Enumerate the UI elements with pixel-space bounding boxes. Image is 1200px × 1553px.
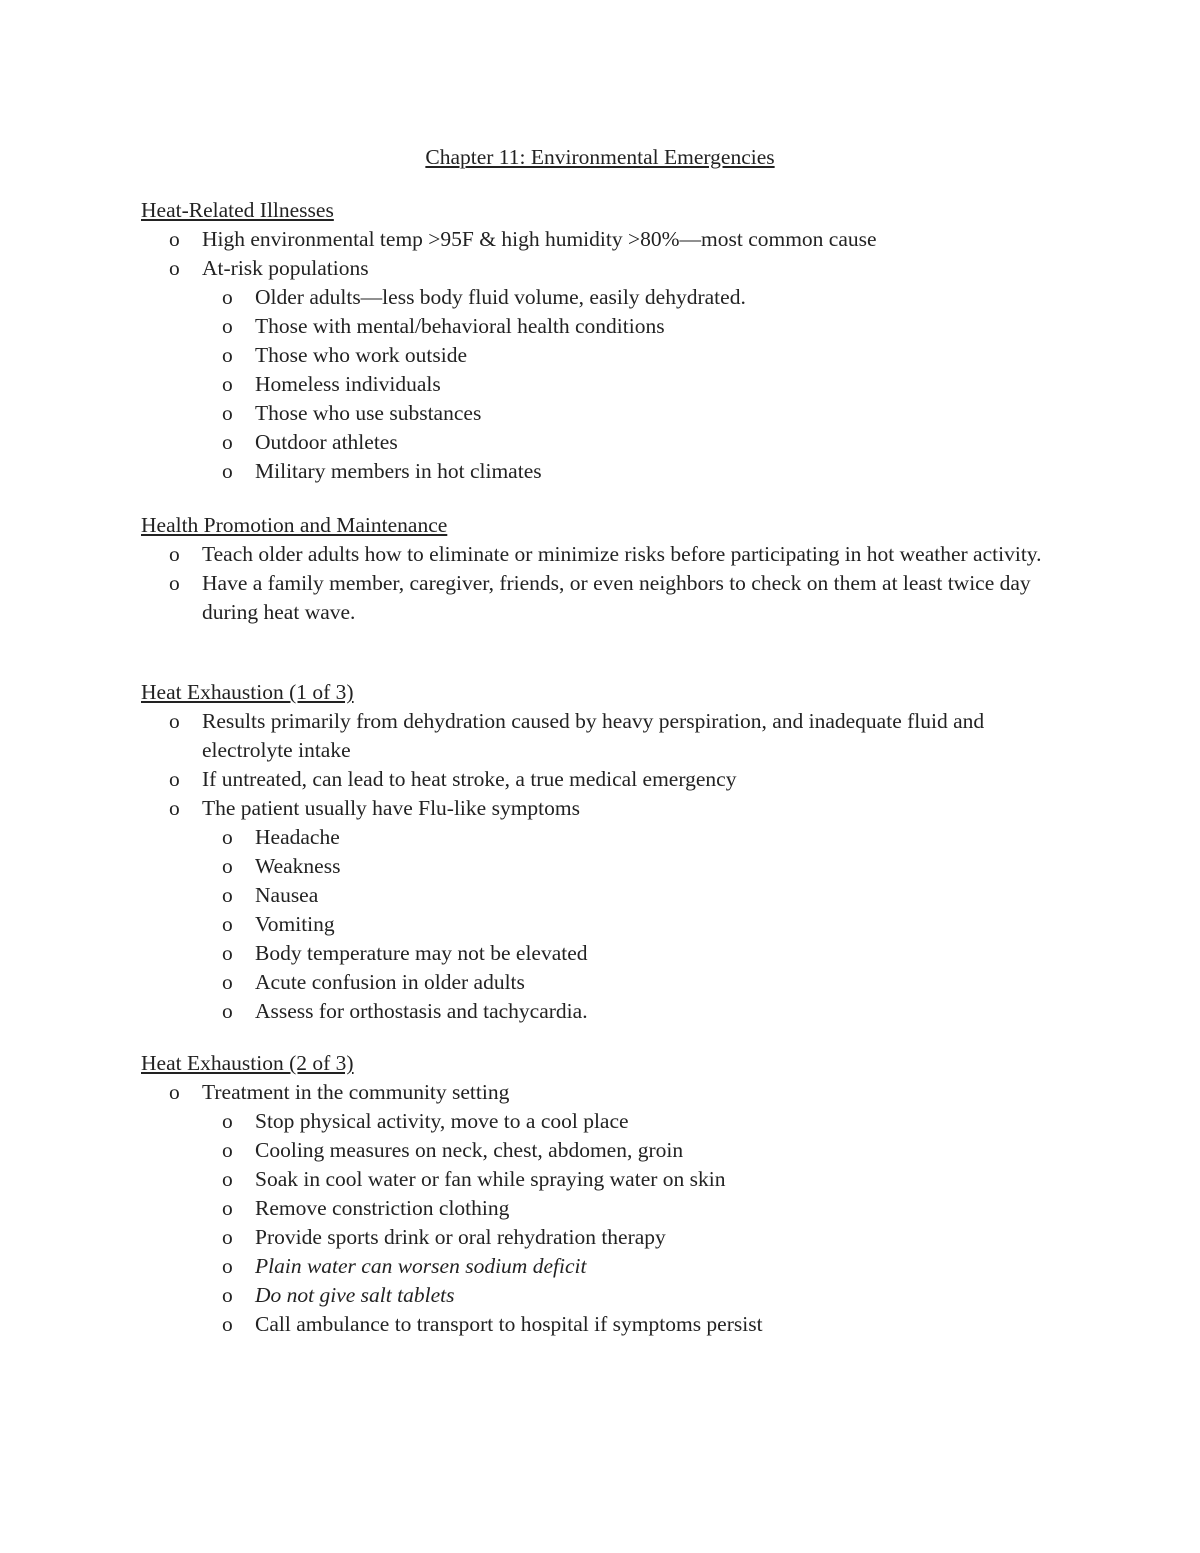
bullet-icon: o bbox=[169, 256, 180, 280]
section-heading: Heat-Related Illnesses bbox=[141, 198, 334, 222]
bullet-icon: o bbox=[222, 912, 233, 936]
sub-list-item bbox=[141, 428, 1061, 457]
bullet-icon: o bbox=[169, 227, 180, 251]
bullet-icon: o bbox=[222, 430, 233, 454]
bullet-icon: o bbox=[222, 1196, 233, 1220]
bullet-icon: o bbox=[169, 767, 180, 791]
bullet-icon: o bbox=[222, 459, 233, 483]
sub-list-item-text: Headache bbox=[255, 825, 340, 849]
section-heading: Health Promotion and Maintenance bbox=[141, 513, 448, 537]
list-item bbox=[141, 540, 1061, 569]
sub-list-item-text: Those who use substances bbox=[255, 401, 482, 425]
sub-list-item-text: Those who work outside bbox=[255, 343, 467, 367]
sub-list-item bbox=[141, 370, 1061, 399]
list-item bbox=[141, 794, 1061, 823]
bullet-icon: o bbox=[222, 941, 233, 965]
sub-list-item-text: Soak in cool water or fan while spraying water on skin bbox=[255, 1167, 726, 1191]
sub-list-item bbox=[141, 312, 1061, 341]
sub-list-item bbox=[141, 823, 1061, 852]
bullet-icon: o bbox=[169, 571, 180, 595]
sub-list-item bbox=[141, 881, 1061, 910]
sub-list-item bbox=[141, 1223, 1061, 1252]
sub-list-item bbox=[141, 968, 1061, 997]
section-heat-exhaustion-1 bbox=[141, 678, 1061, 1026]
bullet-icon: o bbox=[222, 1138, 233, 1162]
bullet-icon: o bbox=[222, 999, 233, 1023]
sub-list-item bbox=[141, 399, 1061, 428]
bullet-icon: o bbox=[222, 401, 233, 425]
sub-list-item bbox=[141, 1165, 1061, 1194]
bullet-icon: o bbox=[222, 1225, 233, 1249]
list-item-text: The patient usually have Flu-like symptoms bbox=[202, 796, 580, 820]
list-item-text: Treatment in the community setting bbox=[202, 1080, 510, 1104]
bullet-icon: o bbox=[222, 285, 233, 309]
bullet-icon: o bbox=[222, 314, 233, 338]
list-item-text: Teach older adults how to eliminate or minimize risks before participating in hot weather activity. bbox=[202, 542, 1042, 566]
sub-list-item bbox=[141, 852, 1061, 881]
bullet-icon: o bbox=[222, 1254, 233, 1278]
sub-list-item-text: Provide sports drink or oral rehydration therapy bbox=[255, 1225, 666, 1249]
sub-list-item-text: Assess for orthostasis and tachycardia. bbox=[255, 999, 588, 1023]
list-item bbox=[141, 1078, 1061, 1107]
bullet-icon: o bbox=[222, 343, 233, 367]
bullet-icon: o bbox=[169, 542, 180, 566]
page-title: Chapter 11: Environmental Emergencies bbox=[425, 145, 775, 169]
list-item-text: Results primarily from dehydration caused by heavy perspiration, and inadequate fluid and electrolyte intake bbox=[202, 709, 985, 762]
sub-list-item-text: Outdoor athletes bbox=[255, 430, 398, 454]
bullet-icon: o bbox=[222, 1167, 233, 1191]
sub-list-item-text: Acute confusion in older adults bbox=[255, 970, 525, 994]
bullet-icon: o bbox=[222, 883, 233, 907]
sub-list-item bbox=[141, 939, 1061, 968]
list-item bbox=[141, 765, 1061, 794]
sub-list-item-text: Homeless individuals bbox=[255, 372, 441, 396]
sub-list-item bbox=[141, 341, 1061, 370]
section-heading: Heat Exhaustion (2 of 3) bbox=[141, 1051, 354, 1075]
sub-list-item-text: Do not give salt tablets bbox=[255, 1283, 455, 1307]
sub-list-item bbox=[141, 1252, 1061, 1281]
bullet-icon: o bbox=[222, 970, 233, 994]
list-item bbox=[141, 225, 1061, 254]
sub-list-item-text: Body temperature may not be elevated bbox=[255, 941, 588, 965]
sub-list-item-text: Vomiting bbox=[255, 912, 335, 936]
bullet-icon: o bbox=[169, 796, 180, 820]
sub-list-item-text: Weakness bbox=[255, 854, 341, 878]
sub-list-item bbox=[141, 1281, 1061, 1310]
section-heading: Heat Exhaustion (1 of 3) bbox=[141, 680, 354, 704]
sub-list-item bbox=[141, 1310, 1061, 1339]
bullet-icon: o bbox=[222, 1109, 233, 1133]
list-item-text: High environmental temp >95F & high humidity >80%—most common cause bbox=[202, 227, 877, 251]
sub-list-item bbox=[141, 910, 1061, 939]
sub-list-item-text: Plain water can worsen sodium deficit bbox=[255, 1254, 587, 1278]
sub-list-item-text: Those with mental/behavioral health conditions bbox=[255, 314, 665, 338]
sub-list-item-text: Nausea bbox=[255, 883, 319, 907]
sub-list-item bbox=[141, 997, 1061, 1026]
list-item-text: If untreated, can lead to heat stroke, a true medical emergency bbox=[202, 767, 737, 791]
list-item bbox=[141, 254, 1061, 283]
sub-list-item bbox=[141, 457, 1061, 486]
sub-list-item-text: Military members in hot climates bbox=[255, 459, 542, 483]
section-heat-exhaustion-2 bbox=[141, 1049, 1061, 1339]
bullet-icon: o bbox=[169, 1080, 180, 1104]
list-item bbox=[141, 569, 1061, 627]
bullet-icon: o bbox=[222, 1312, 233, 1336]
list-item bbox=[141, 707, 1061, 765]
list-item-text: At-risk populations bbox=[202, 256, 369, 280]
bullet-icon: o bbox=[222, 854, 233, 878]
sub-list-item-text: Remove constriction clothing bbox=[255, 1196, 510, 1220]
sub-list-item-text: Cooling measures on neck, chest, abdomen, groin bbox=[255, 1138, 684, 1162]
sub-list-item bbox=[141, 1194, 1061, 1223]
sub-list-item bbox=[141, 283, 1061, 312]
sub-list-item-text: Stop physical activity, move to a cool place bbox=[255, 1109, 629, 1133]
sub-list-item bbox=[141, 1136, 1061, 1165]
bullet-icon: o bbox=[222, 372, 233, 396]
section-heat-related-illnesses bbox=[141, 196, 1061, 486]
bullet-icon: o bbox=[169, 709, 180, 733]
sub-list-item bbox=[141, 1107, 1061, 1136]
bullet-icon: o bbox=[222, 825, 233, 849]
bullet-icon: o bbox=[222, 1283, 233, 1307]
list-item-text: Have a family member, caregiver, friends, or even neighbors to check on them at least twice day during heat wave. bbox=[202, 571, 1031, 624]
section-health-promotion bbox=[141, 511, 1061, 627]
sub-list-item-text: Older adults—less body fluid volume, easily dehydrated. bbox=[255, 285, 746, 309]
sub-list-item-text: Call ambulance to transport to hospital if symptoms persist bbox=[255, 1312, 763, 1336]
